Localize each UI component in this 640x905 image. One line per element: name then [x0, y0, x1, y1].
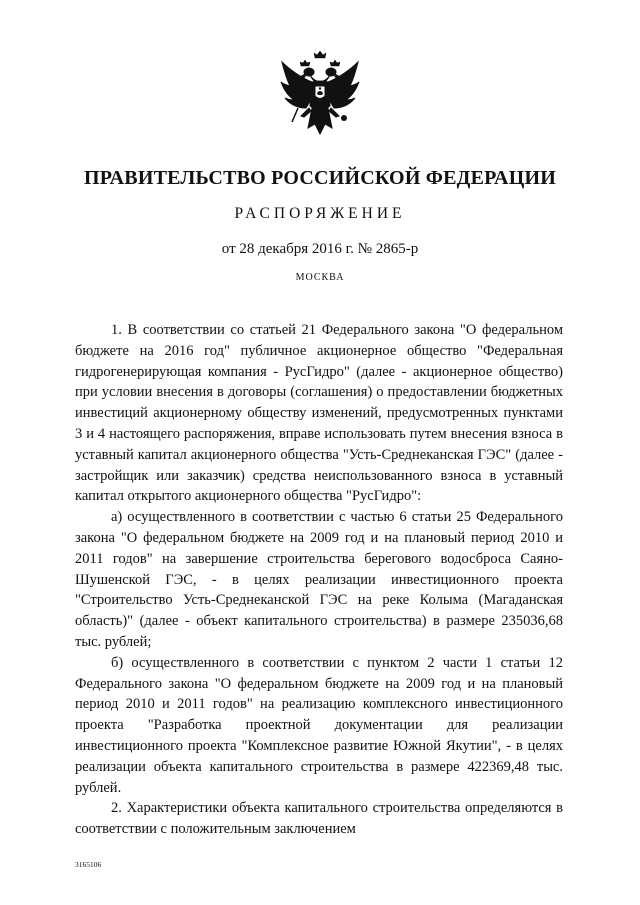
document-body [75, 320, 563, 840]
paragraph-1: 1. В соответствии со статьей 21 Федерального закона "О федеральном бюджете на 2016 год" публичное акционерное общество "Федеральная гидрогенерирующая компания - РусГидро" (далее - акционерное общество) при условии внесения в договоры (соглашения) о предоставлении бюджетных инвестиций акционерному обществу изменений, предусмотренных пунктами 3 и 4 настоящего распоряжения, вправе использовать путем внесения взноса в уставный капитал акционерного общества "Усть-Среднеканская ГЭС" (далее - застройщик или заказчик) средства неиспользованного взноса в уставный капитал открытого акционерного общества "РусГидро": [75, 322, 563, 505]
document-city: МОСКВА [295, 272, 345, 283]
paragraph-1b: б) осуществленного в соответствии с пунктом 2 части 1 статьи 12 Федерального закона "О федеральном бюджете на 2009 год и на плановый период 2010 и 2011 годов" на реализацию комплексного инвестиционного проекта "Разработка проектной документации для реализации инвестиционного проекта "Комплексное развитие Южной Якутии", - в целях реализации объекта капитального строительства в размере 422369,48 тыс. рублей. [75, 654, 563, 796]
paragraph-1a: а) осуществленного в соответствии с частью 6 статьи 25 Федерального закона "О федеральном бюджете на 2009 год и на плановый период 2010 и 2011 годов" на завершение строительства берегового водосброса Саяно-Шушенской ГЭС, - в целях реализации инвестиционного проекта "Строительство Усть-Среднеканской ГЭС на реке Колыма (Магаданская область)" (далее - объект капитального строительства) в размере 235036,68 тыс. рублей; [75, 509, 563, 650]
russian-coat-of-arms-icon [272, 48, 368, 140]
government-title: ПРАВИТЕЛЬСТВО РОССИЙСКОЙ ФЕДЕРАЦИИ [84, 167, 556, 189]
paragraph-2: 2. Характеристики объекта капитального строительства определяются в соответствии с положительным заключением [75, 800, 563, 838]
document-code: 3165106 [75, 860, 102, 869]
document-type: РАСПОРЯЖЕНИЕ [234, 205, 406, 222]
document-date-number: от 28 декабря 2016 г. № 2865-р [221, 241, 419, 257]
